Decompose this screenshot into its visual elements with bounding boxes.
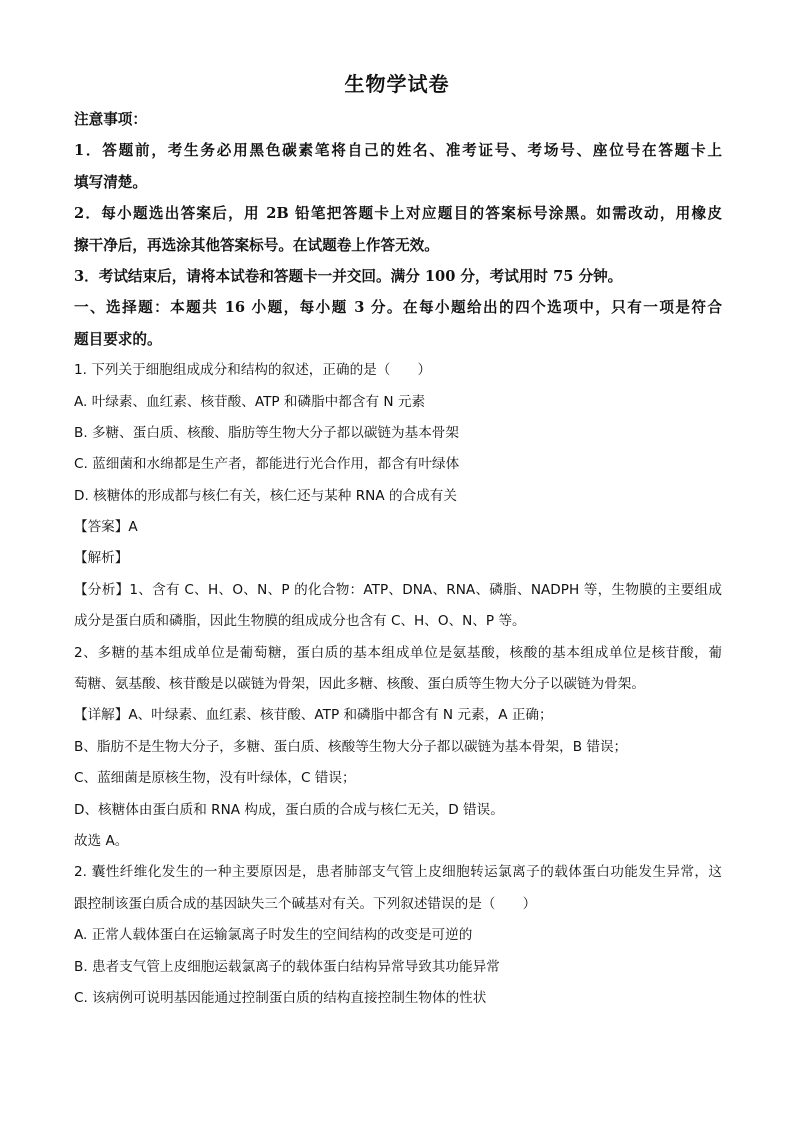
notice-item-1-line-2: 填写清楚。 [74, 173, 147, 191]
question-1-detail-a: 【详解】A、叶绿素、血红素、核苷酸、ATP 和磷脂中都含有 N 元素，A 正确； [74, 707, 553, 724]
question-1-option-d: D. 核糖体的形成都与核仁有关，核仁还与某种 RNA 的合成有关 [74, 487, 457, 504]
section-heading-line-1: 一、选择题：本题共 16 小题，每小题 3 分。在每小题给出的四个选项中，只有一项是符合 [74, 299, 722, 317]
question-2-option-c: C. 该病例可说明基因能通过控制蛋白质的结构直接控制生物体的性状 [74, 989, 487, 1006]
notice-item-2-line-1: 2．每小题选出答案后，用 2B 铅笔把答题卡上对应题目的答案标号涂黑。如需改动，用橡皮 [74, 205, 722, 223]
question-1-analysis-2-line-1: 2、多糖的基本组成单位是葡萄糖，蛋白质的基本组成单位是氨基酸，核酸的基本组成单位是核苷酸，葡 [74, 644, 722, 661]
question-1-analysis-2-line-2: 萄糖、氨基酸、核苷酸是以碳链为骨架，因此多糖、核酸、蛋白质等生物大分子以碳链为骨架。 [74, 676, 645, 693]
question-1-stem: 1. 下列关于细胞组成成分和结构的叙述，正确的是（ ） [74, 362, 432, 379]
notice-item-2-line-2: 擦干净后，再选涂其他答案标号。在试题卷上作答无效。 [74, 236, 439, 254]
question-2-stem-line-1: 2. 囊性纤维化发生的一种主要原因是，患者肺部支气管上皮细胞转运氯离子的载体蛋白功能发生异常，这 [74, 864, 722, 881]
question-1-analysis-1-line-1: 【分析】1、含有 C、H、O、N、P 的化合物：ATP、DNA、RNA、磷脂、NADPH 等，生物膜的主要组成 [74, 581, 722, 598]
question-1-answer: 【答案】A [74, 519, 138, 536]
section-heading-line-2: 题目要求的。 [74, 330, 162, 348]
notice-item-1-line-1: 1．答题前，考生务必用黑色碳素笔将自己的姓名、准考证号、考场号、座位号在答题卡上 [74, 142, 722, 160]
question-1-conclusion: 故选 A。 [74, 832, 129, 849]
question-1-analysis-1-line-2: 成分是蛋白质和磷脂，因此生物膜的组成成分也含有 C、H、O、N、P 等。 [74, 613, 526, 630]
question-2-stem-line-2: 跟控制该蛋白质合成的基因缺失三个碱基对有关。下列叙述错误的是（ ） [74, 895, 537, 912]
question-1-option-b: B. 多糖、蛋白质、核酸、脂肪等生物大分子都以碳链为基本骨架 [74, 424, 459, 441]
question-1-option-c: C. 蓝细菌和水绵都是生产者，都能进行光合作用，都含有叶绿体 [74, 456, 460, 473]
question-1-analysis-label: 【解析】 [74, 550, 129, 567]
question-1-detail-c: C、蓝细菌是原核生物，没有叶绿体，C 错误； [74, 770, 356, 787]
page-title: 生物学试卷 [344, 72, 450, 96]
document-body [74, 104, 722, 1014]
question-1-detail-d: D、核糖体由蛋白质和 RNA 构成，蛋白质的合成与核仁无关，D 错误。 [74, 801, 504, 818]
question-2-option-a: A. 正常人载体蛋白在运输氯离子时发生的空间结构的改变是可逆的 [74, 927, 473, 944]
question-1-detail-b: B、脂肪不是生物大分子，多糖、蛋白质、核酸等生物大分子都以碳链为基本骨架，B 错误； [74, 738, 628, 755]
question-2-option-b: B. 患者支气管上皮细胞运载氯离子的载体蛋白结构异常导致其功能异常 [74, 958, 500, 975]
question-1-option-a: A. 叶绿素、血红素、核苷酸、ATP 和磷脂中都含有 N 元素 [74, 393, 426, 410]
notice-heading: 注意事项： [74, 111, 147, 128]
notice-item-3: 3．考试结束后，请将本试卷和答题卡一并交回。满分 100 分，考试用时 75 分钟。 [74, 267, 623, 285]
